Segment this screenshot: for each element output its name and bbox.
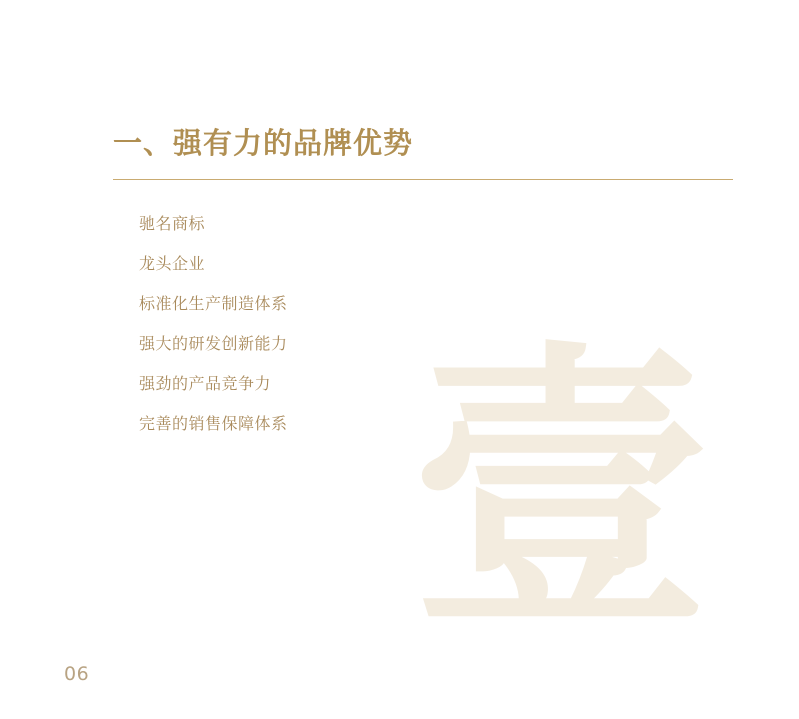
- list-item: 完善的销售保障体系: [139, 413, 288, 433]
- section-title: 一、强有力的品牌优势: [113, 126, 414, 160]
- list-item: 强劲的产品竞争力: [139, 373, 272, 393]
- page-number: 06: [64, 663, 90, 685]
- list-item: 龙头企业: [139, 253, 206, 273]
- list-item: 驰名商标: [139, 213, 206, 233]
- decorative-watermark-character: 壹: [411, 314, 711, 667]
- list-item: 强大的研发创新能力: [139, 333, 288, 353]
- advantage-list: [113, 180, 733, 456]
- list-item: 标准化生产制造体系: [139, 293, 288, 313]
- section-content: [113, 125, 733, 456]
